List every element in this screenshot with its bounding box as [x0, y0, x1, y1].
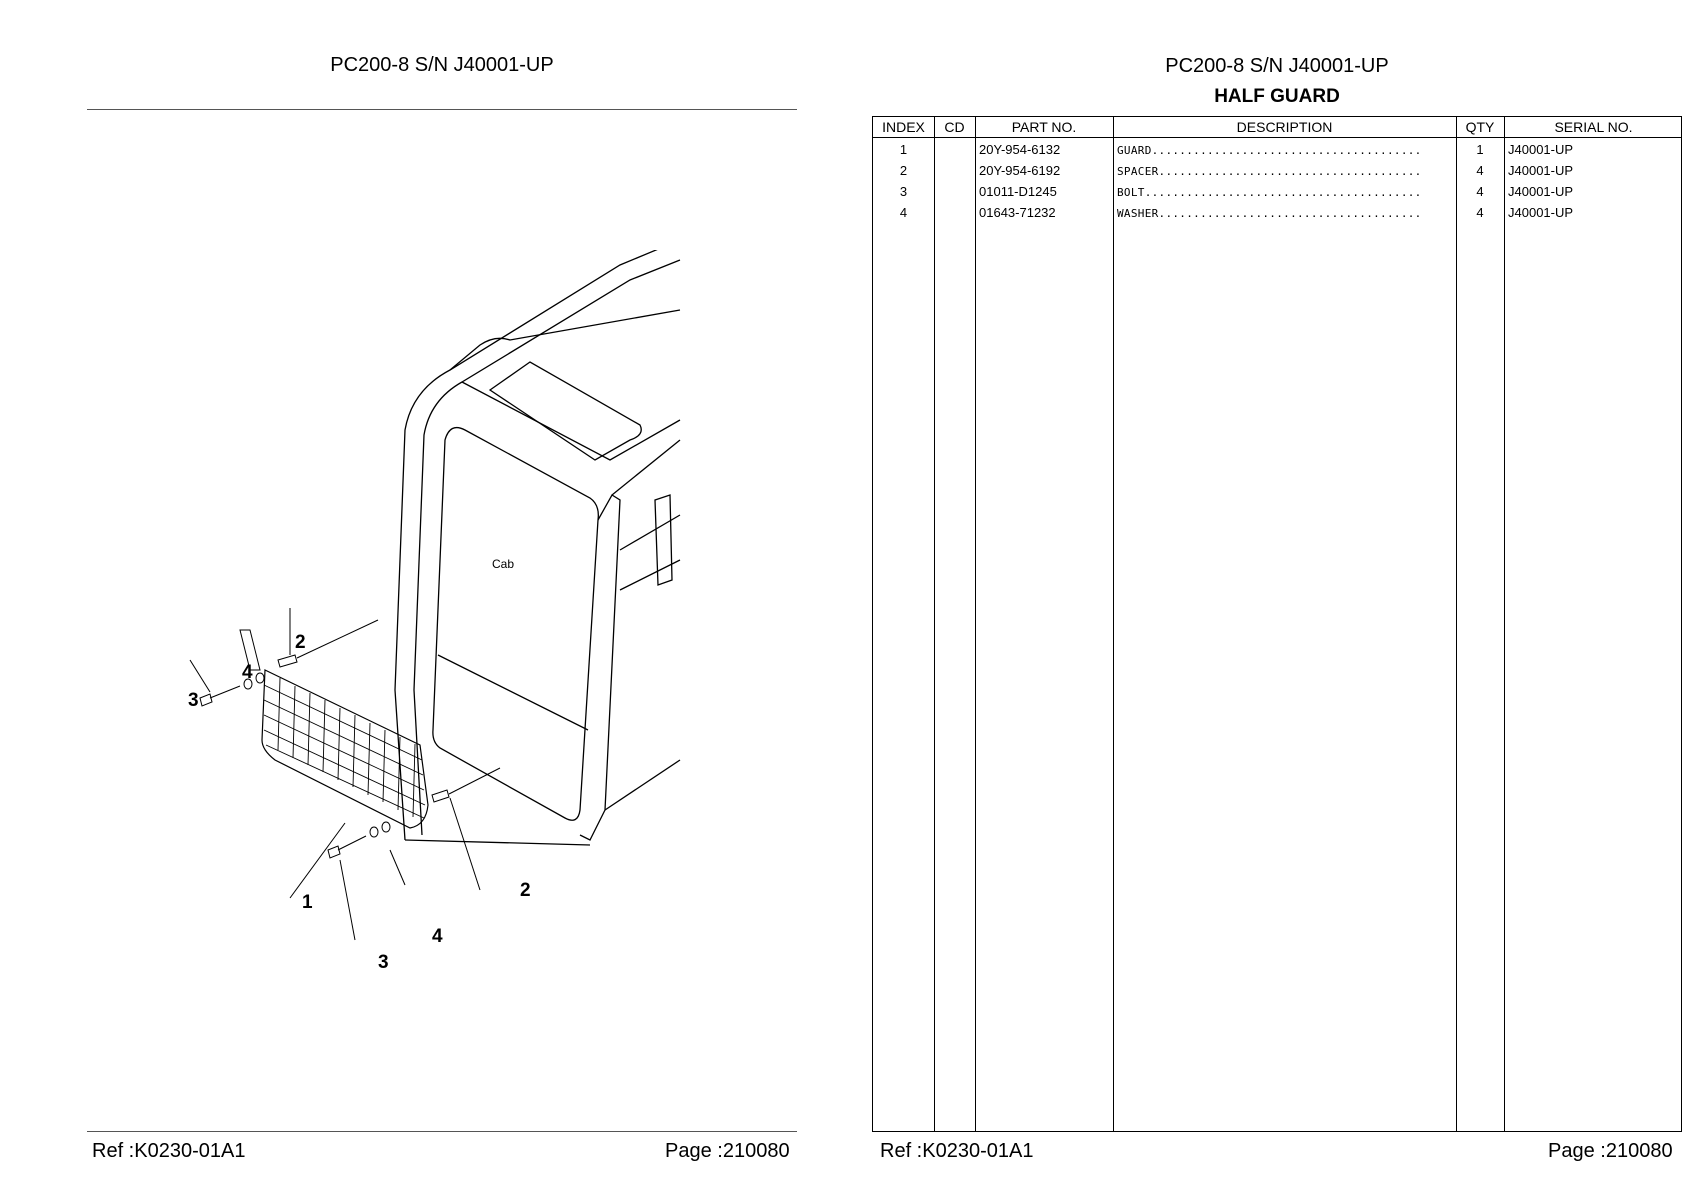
- left-footer-page: Page :210080: [665, 1140, 790, 1162]
- row-3-description: BOLT........................................: [1117, 186, 1422, 199]
- roof-hatch: [490, 362, 641, 460]
- row-4-description: WASHER......................................: [1117, 207, 1422, 220]
- header-divider: [873, 137, 1681, 138]
- callout-4-upper: 4: [242, 662, 253, 683]
- column-divider: [1456, 117, 1457, 1131]
- row-3-qty: 4: [1476, 184, 1484, 199]
- row-1-description: GUARD.......................................: [1117, 144, 1422, 157]
- right-page-subtitle: HALF GUARD: [1214, 86, 1340, 107]
- washer-lower-a: [370, 827, 378, 837]
- cab-front-pillar: [580, 495, 620, 840]
- callout-2-lower: 2: [520, 880, 531, 901]
- row-1-part-no: 20Y-954-6132: [979, 142, 1061, 157]
- header-qty: QTY: [1465, 119, 1495, 135]
- row-3-serial-no: J40001-UP: [1508, 184, 1574, 199]
- column-divider: [1113, 117, 1114, 1131]
- right-footer-ref: Ref :K0230-01A1: [880, 1140, 1034, 1162]
- leader-1: [290, 823, 345, 898]
- washer-upper-b: [256, 673, 264, 683]
- row-4-index: 4: [899, 205, 908, 220]
- header-index: INDEX: [882, 119, 925, 135]
- cab-label: Cab: [492, 557, 515, 571]
- callout-3-upper: 3: [188, 690, 199, 711]
- row-2-index: 2: [899, 163, 908, 178]
- row-2-qty: 4: [1476, 163, 1484, 178]
- row-4-serial-no: J40001-UP: [1508, 205, 1574, 220]
- callout-2-upper: 2: [295, 632, 306, 653]
- column-divider: [975, 117, 976, 1131]
- callout-4-lower: 4: [432, 926, 443, 947]
- spacer-lower-leader: [449, 768, 500, 794]
- row-2-part-no: 20Y-954-6192: [979, 163, 1061, 178]
- spacer-lower: [432, 790, 449, 802]
- column-divider: [1504, 117, 1505, 1131]
- row-1-serial-no: J40001-UP: [1508, 142, 1574, 157]
- right-page-title: PC200-8 S/N J40001-UP: [1165, 55, 1389, 77]
- row-3-part-no: 01011-D1245: [979, 184, 1057, 199]
- right-footer-page: Page :210080: [1548, 1140, 1673, 1162]
- spacer-upper-leader: [297, 620, 378, 658]
- left-header-divider: [87, 109, 797, 110]
- row-1-index: 1: [899, 142, 908, 157]
- cab-frame-inner: [414, 260, 680, 835]
- spacer-upper: [278, 655, 297, 667]
- header-serial-no: SERIAL NO.: [1554, 119, 1633, 135]
- cab-side-lower: [605, 760, 680, 810]
- left-page-title: PC200-8 S/N J40001-UP: [330, 54, 554, 76]
- left-footer-divider: [87, 1131, 797, 1132]
- cab-side: [612, 440, 680, 495]
- bolt-lower: [328, 836, 366, 858]
- bolt-upper: [200, 686, 240, 706]
- leader-3-lower: [340, 860, 355, 940]
- row-2-description: SPACER......................................: [1117, 165, 1422, 178]
- cab-floor: [405, 840, 590, 845]
- leader-3-upper: [190, 660, 210, 692]
- callout-3-lower: 3: [378, 952, 389, 973]
- row-3-index: 3: [899, 184, 908, 199]
- header-description: DESCRIPTION: [1236, 119, 1333, 135]
- cab-frame: [395, 250, 680, 840]
- door-window: [433, 428, 598, 821]
- row-2-serial-no: J40001-UP: [1508, 163, 1574, 178]
- header-part-no: PART NO.: [1011, 119, 1077, 135]
- row-4-part-no: 01643-71232: [979, 205, 1056, 220]
- washer-lower-b: [382, 822, 390, 832]
- column-divider: [934, 117, 935, 1131]
- callout-1: 1: [302, 892, 313, 913]
- door-window-bar: [438, 655, 588, 730]
- row-4-qty: 4: [1476, 205, 1484, 220]
- left-footer-ref: Ref :K0230-01A1: [92, 1140, 246, 1162]
- row-1-qty: 1: [1476, 142, 1484, 157]
- header-cd: CD: [944, 119, 965, 135]
- exploded-parts-diagram: [150, 250, 690, 990]
- leader-4-lower: [390, 850, 405, 885]
- leader-2-lower: [450, 798, 480, 890]
- parts-list-table: [872, 116, 1682, 1132]
